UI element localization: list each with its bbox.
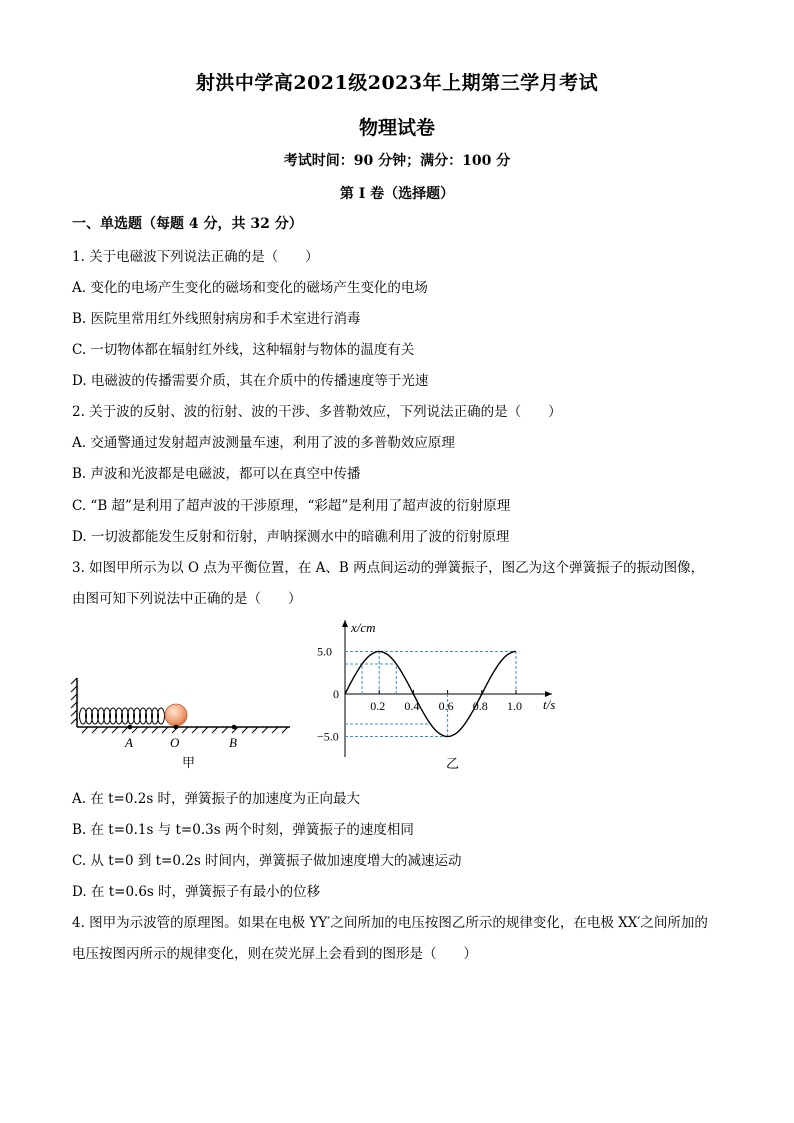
floor (77, 727, 290, 733)
point-o-dot (174, 725, 179, 730)
label-a: A (125, 735, 133, 750)
q1-stem: 1. 关于电磁波下列说法正确的是（ ） (72, 249, 319, 265)
point-a-dot (128, 725, 133, 730)
label-b: B (229, 735, 237, 750)
q3-stem-line2: 由图可知下列说法中正确的是（ ） (72, 591, 302, 607)
wall (71, 678, 77, 727)
q3-option-b: B. 在 t=0.1s 与 t=0.3s 两个时刻，弹簧振子的速度相同 (72, 822, 414, 838)
x-tick-label: 1.0 (507, 699, 522, 713)
label-o: O (170, 735, 180, 750)
y-axis-arrow (342, 620, 348, 627)
x-tick-label: 0.6 (438, 699, 454, 713)
x-tick-label: 0.8 (472, 699, 488, 713)
q3-option-c: C. 从 t=0 到 t=0.2s 时间内，弹簧振子做加速度增大的减速运动 (72, 853, 462, 869)
q2-option-c: C. “B 超”是利用了超声波的干涉原理，“彩超”是利用了超声波的衍射原理 (72, 498, 511, 514)
vibration-graph (300, 612, 570, 772)
y-tick-label: −5.0 (317, 729, 339, 744)
x-axis-label: t/s (543, 697, 556, 712)
exam-info: 考试时间：90 分钟；满分：100 分 (283, 153, 511, 169)
q2-option-d: D. 一切波都能发生反射和衍射，声呐探测水中的暗礁利用了波的衍射原理 (72, 529, 510, 545)
oscillator-ball (165, 704, 187, 726)
x-tick-label: 0.2 (370, 699, 386, 713)
q3-option-d: D. 在 t=0.6s 时，弹簧振子有最小的位移 (72, 884, 321, 900)
exam-title: 射洪中学高2021级2023年上期第三学月考试 (195, 72, 599, 94)
x-tick-label: 0.4 (404, 699, 420, 713)
q4-stem-line2: 电压按图丙所示的规律变化，则在荧光屏上会看到的图形是（ ） (72, 946, 477, 962)
q3-option-a: A. 在 t=0.2s 时，弹簧振子的加速度为正向最大 (72, 791, 361, 807)
q2-option-a: A. 交通警通过发射超声波测量车速，利用了波的多普勒效应原理 (72, 435, 455, 451)
q1-option-a: A. 变化的电场产生变化的磁场和变化的磁场产生变化的电场 (72, 280, 428, 296)
spring (80, 708, 165, 724)
y-axis-label: x/cm (351, 620, 376, 635)
q2-option-b: B. 声波和光波都是电磁波，都可以在真空中传播 (72, 466, 361, 482)
y-tick-label: 0 (333, 687, 339, 701)
point-b-dot (232, 725, 237, 730)
q4-stem-line1: 4. 图甲为示波管的原理图。如果在电极 YY′之间所加的电压按图乙所示的规律变化，在电极 XX′之间所加的 (72, 915, 708, 931)
spring-oscillator-figure (68, 670, 298, 770)
caption-yi: 乙 (446, 756, 460, 771)
caption-jia: 甲 (182, 755, 196, 770)
q1-option-b: B. 医院里常用红外线照射病房和手术室进行消毒 (72, 311, 361, 327)
q2-stem: 2. 关于波的反射、波的衍射、波的干涉、多普勒效应，下列说法正确的是（ ） (72, 404, 562, 420)
subject-title: 物理试卷 (358, 117, 435, 139)
q1-option-c: C. 一切物体都在辐射红外线，这种辐射与物体的温度有关 (72, 342, 415, 358)
q1-option-d: D. 电磁波的传播需要介质，其在介质中的传播速度等于光速 (72, 373, 429, 389)
section-heading: 一、单选题（每题 4 分，共 32 分） (72, 216, 303, 232)
volume-title: 第 I 卷（选择题） (339, 186, 455, 202)
y-tick-label: 5.0 (317, 644, 332, 659)
q3-stem-line1: 3. 如图甲所示为以 O 点为平衡位置，在 A、B 两点间运动的弹簧振子，图乙为这个弹簧振子的振动图像， (72, 560, 705, 576)
